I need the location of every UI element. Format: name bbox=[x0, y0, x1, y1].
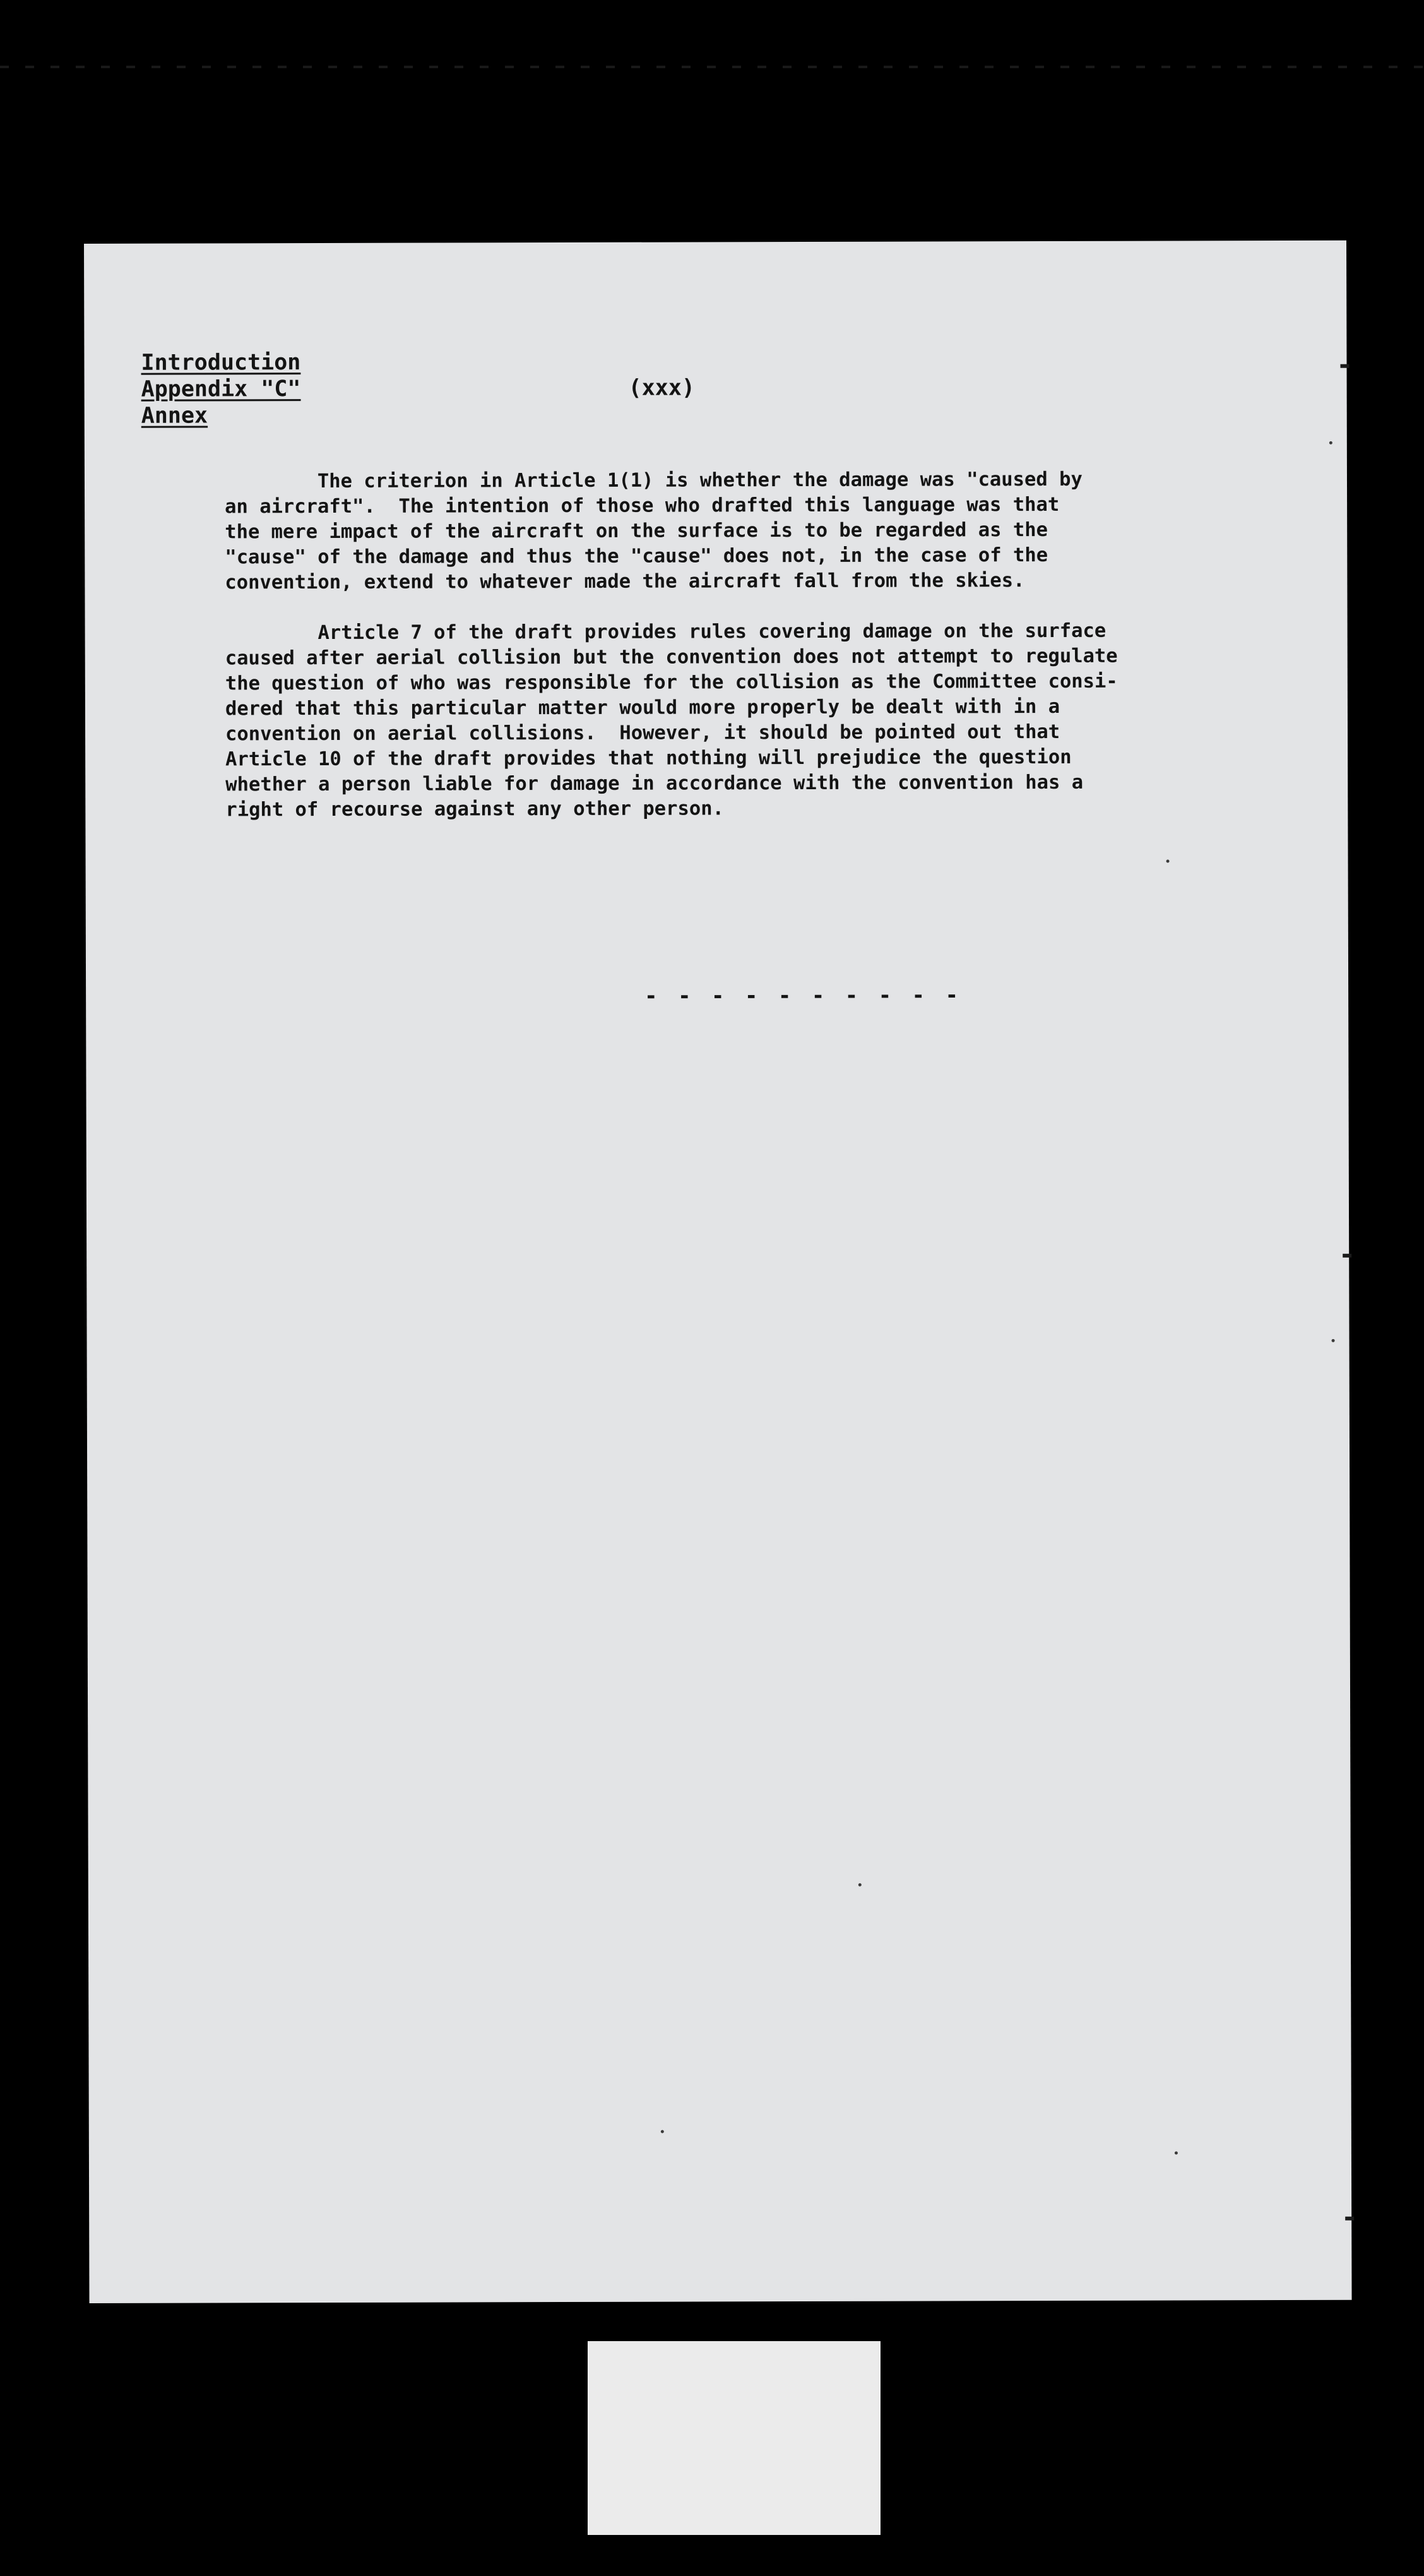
end-of-section-rule: - - - - - - - - - - bbox=[644, 982, 963, 1009]
edge-tab-mark bbox=[1343, 1254, 1351, 1258]
paper-speck bbox=[1329, 441, 1332, 444]
header-line-appendix: Appendix "C" bbox=[141, 376, 301, 402]
page-number: (xxx) bbox=[628, 375, 696, 401]
paragraph-criterion: The criterion in Article 1(1) is whether the damage was "caused by an aircraft". The intention of those who drafted this language was that the mere impact of the aircraft on the surface is to be regarded as the "cause" of the damage and thus the "cause" does not, in the case of the convention, extend to whatever made the aircraft fall from the skies. bbox=[224, 468, 1083, 594]
scan-edge-noise bbox=[0, 66, 1424, 68]
header-line-annex: Annex bbox=[141, 403, 208, 429]
edge-tab-mark bbox=[1345, 2217, 1354, 2221]
document-body bbox=[225, 467, 1312, 849]
document-page bbox=[84, 241, 1352, 2303]
paper-speck bbox=[1175, 2151, 1178, 2154]
paper-speck bbox=[661, 2130, 664, 2133]
paper-speck bbox=[1166, 860, 1170, 863]
blank-label-slip bbox=[588, 2341, 881, 2535]
paper-speck bbox=[858, 1883, 862, 1887]
edge-tab-mark bbox=[1341, 364, 1350, 368]
paper-speck bbox=[1332, 1339, 1335, 1342]
document-header bbox=[141, 349, 300, 429]
header-line-introduction: Introduction bbox=[141, 350, 301, 376]
paragraph-article-7: Article 7 of the draft provides rules covering damage on the surface caused after aerial collision but the convention does not attempt to regulate the question of who was responsible for the collision as the Committee consi- dered that this particular matter would more properly be dealt with in a convention on aerial collisions. However, it should be pointed out that Article 10 of the draft provides that nothing will prejudice the question whether a person liable for damage in accordance with the convention has a right of recourse against any other person. bbox=[225, 619, 1118, 821]
